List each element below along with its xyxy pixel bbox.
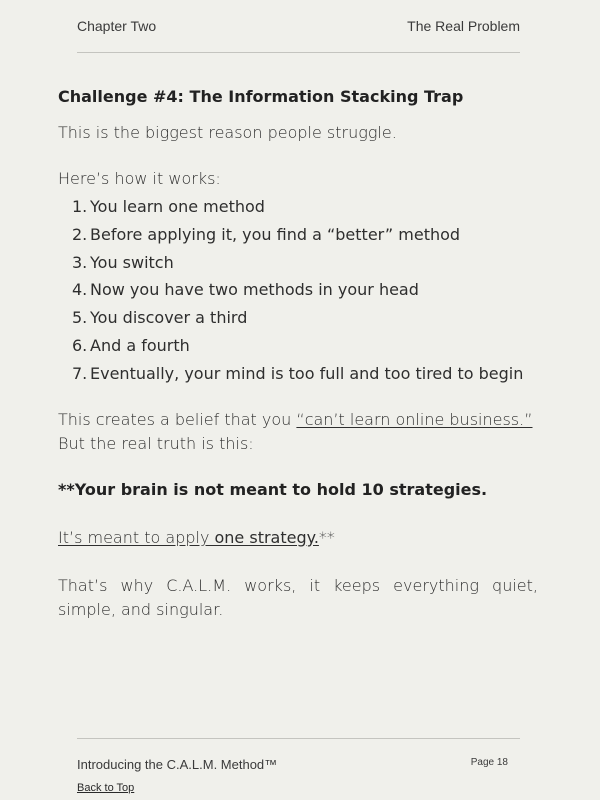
apply-prefix: It’s meant to apply: [58, 527, 215, 547]
belief-paragraph: [58, 408, 538, 456]
list-text: Before applying it, you find a “better” method: [90, 224, 461, 244]
list-item: [72, 276, 538, 304]
page-header: [77, 18, 520, 53]
list-text: You discover a third: [90, 308, 248, 328]
page-number: Page 18: [470, 757, 508, 768]
chapter-label: Chapter Two: [77, 18, 157, 34]
list-item: [72, 360, 538, 388]
list-text: You learn one method: [90, 197, 265, 216]
list-text: Now you have two methods in your head: [90, 280, 419, 300]
list-item: [72, 249, 538, 277]
lead-paragraph: This is the biggest reason people struggle.: [58, 123, 397, 142]
apply-suffix: **: [318, 527, 335, 547]
list-item: [72, 332, 538, 360]
page-content: [58, 84, 538, 622]
closing-paragraph: That’s why C.A.L.M. works, it keeps everything quiet, simple, and singular.: [58, 575, 538, 619]
list-item: [72, 221, 538, 249]
intro-text: Here’s how it works:: [58, 169, 221, 188]
list-number: 1.: [72, 197, 88, 216]
list-number: 2.: [72, 224, 88, 244]
list-number: 7.: [72, 363, 88, 383]
section-label: The Real Problem: [407, 18, 520, 34]
steps-list: [58, 193, 538, 388]
truth-text: But the real truth is this:: [58, 433, 254, 453]
list-text: Eventually, your mind is too full and too tired to begin: [90, 363, 524, 383]
belief-prefix: This creates a belief that you: [58, 409, 297, 429]
challenge-heading: Challenge #4: The Information Stacking Trap: [58, 87, 464, 106]
list-number: 3.: [72, 252, 88, 272]
footer-divider: [77, 738, 520, 739]
apply-paragraph: [58, 526, 538, 550]
belief-quote: “can’t learn online business.”: [296, 409, 533, 429]
list-item: [72, 304, 538, 332]
back-to-top-link[interactable]: Back to Top: [77, 782, 135, 794]
apply-strong: one strategy.: [214, 527, 319, 547]
list-text: And a fourth: [90, 335, 190, 355]
list-text: You switch: [90, 252, 174, 272]
list-number: 5.: [72, 308, 88, 328]
footer-title: Introducing the C.A.L.M. Method™: [77, 757, 278, 772]
list-item: [72, 193, 538, 221]
strong-statement: **Your brain is not meant to hold 10 strategies.: [58, 479, 488, 499]
list-number: 6.: [72, 335, 88, 355]
list-number: 4.: [72, 280, 88, 300]
